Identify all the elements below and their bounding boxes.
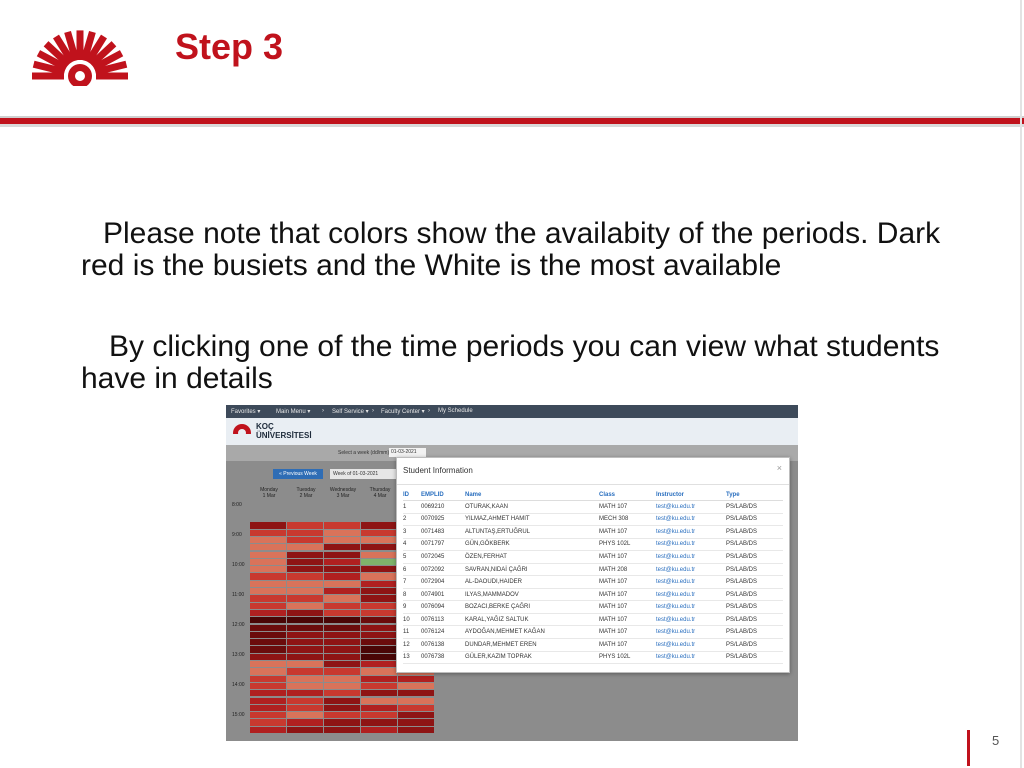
schedule-period-cell[interactable] [287, 566, 323, 572]
cell-name: AL-DAOUDI,HAIDER [465, 576, 599, 589]
schedule-period-cell[interactable] [250, 646, 286, 652]
cell-emplid: 0072092 [421, 563, 465, 576]
schedule-period-cell[interactable] [250, 668, 286, 674]
table-row [403, 501, 783, 514]
student-table [403, 489, 783, 664]
cell-instructor[interactable]: test@ku.edu.tr [656, 626, 726, 639]
schedule-period-cell[interactable] [287, 603, 323, 609]
schedule-period-cell[interactable] [250, 698, 286, 704]
cell-type: PS/LAB/DS [726, 576, 783, 589]
koc-mini-logo-icon [230, 421, 254, 443]
menu-faculty-center[interactable]: Faculty Center ▾ [381, 409, 425, 415]
week-of-label: Week of 01-03-2021 [330, 469, 399, 479]
schedule-period-cell[interactable] [250, 537, 286, 543]
cell-name: SAVRAN,NIDAİ ÇAĞRI [465, 563, 599, 576]
cell-emplid: 0072045 [421, 551, 465, 564]
schedule-period-cell[interactable] [250, 632, 286, 638]
cell-class: MATH 107 [599, 576, 656, 589]
menu-separator: › [428, 408, 430, 414]
week-select-label: Select a week (dd/mm) [338, 450, 390, 456]
time-label: 8:00 [232, 502, 242, 508]
cell-name: BOZACI,BERKE ÇAĞRI [465, 601, 599, 614]
schedule-period-cell[interactable] [361, 610, 397, 616]
table-row [403, 538, 783, 551]
cell-id: 9 [403, 601, 421, 614]
cell-emplid: 0071483 [421, 526, 465, 539]
menu-self-service[interactable]: Self Service ▾ [332, 409, 369, 415]
week-date-input[interactable]: 01-03-2021 [389, 448, 426, 457]
schedule-period-cell[interactable] [324, 632, 360, 638]
cell-type: PS/LAB/DS [726, 626, 783, 639]
schedule-period-cell[interactable] [324, 573, 360, 579]
cell-emplid: 0070925 [421, 513, 465, 526]
cell-id: 6 [403, 563, 421, 576]
schedule-period-cell[interactable] [361, 705, 397, 711]
cell-class: MATH 107 [599, 613, 656, 626]
schedule-period-cell[interactable] [361, 646, 397, 652]
cell-name: ILYAS,MAMMADOV [465, 588, 599, 601]
schedule-period-cell[interactable] [361, 537, 397, 543]
cell-emplid: 0071797 [421, 538, 465, 551]
schedule-period-cell[interactable] [324, 654, 360, 660]
page-number: 5 [992, 733, 1000, 748]
schedule-period-cell[interactable] [361, 515, 397, 521]
schedule-period-cell[interactable] [324, 639, 360, 645]
koc-university-logo-icon [26, 14, 134, 106]
schedule-period-cell[interactable] [250, 683, 286, 689]
schedule-period-cell[interactable] [287, 595, 323, 601]
page-number-accent-bar [967, 730, 970, 766]
schedule-period-cell[interactable] [324, 617, 360, 623]
schedule-period-cell[interactable] [361, 566, 397, 572]
schedule-period-cell[interactable] [250, 530, 286, 536]
day-header-tuesday: Tuesday 2 Mar [296, 487, 316, 499]
cell-emplid: 0076138 [421, 639, 465, 652]
schedule-period-cell[interactable] [324, 566, 360, 572]
schedule-period-cell[interactable] [250, 515, 286, 521]
schedule-period-cell[interactable] [324, 515, 360, 521]
schedule-period-cell[interactable] [287, 719, 323, 725]
cell-id: 4 [403, 538, 421, 551]
cell-class: MATH 208 [599, 563, 656, 576]
body-paragraph-colors: Please note that colors show the availabity of the periods. Dark red is the busiets and the White is the most available [81, 217, 941, 282]
cell-id: 3 [403, 526, 421, 539]
column-header-class[interactable]: Class [599, 489, 656, 501]
cell-emplid: 0076124 [421, 626, 465, 639]
schedule-period-cell[interactable] [398, 683, 434, 689]
day-header-wednesday: Wednesday 3 Mar [329, 487, 357, 499]
schedule-period-cell[interactable] [324, 698, 360, 704]
schedule-period-cell[interactable] [250, 544, 286, 550]
cell-type: PS/LAB/DS [726, 613, 783, 626]
schedule-period-cell[interactable] [361, 522, 397, 528]
table-header-row [403, 489, 783, 501]
cell-id: 8 [403, 588, 421, 601]
cell-type: PS/LAB/DS [726, 551, 783, 564]
cell-emplid: 0076094 [421, 601, 465, 614]
cell-id: 5 [403, 551, 421, 564]
schedule-period-cell[interactable] [250, 661, 286, 667]
schedule-period-cell[interactable] [324, 625, 360, 631]
day-header-thursday: Thursday 4 Mar [369, 487, 391, 499]
menu-separator: › [372, 408, 374, 414]
app-menu-bar [226, 405, 798, 418]
schedule-period-cell[interactable] [250, 573, 286, 579]
schedule-period-cell[interactable] [361, 639, 397, 645]
cell-class: MATH 107 [599, 588, 656, 601]
schedule-period-cell[interactable] [250, 559, 286, 565]
cell-type: PS/LAB/DS [726, 538, 783, 551]
schedule-period-cell[interactable] [250, 654, 286, 660]
cell-type: PS/LAB/DS [726, 601, 783, 614]
schedule-period-cell[interactable] [324, 690, 360, 696]
cell-type: PS/LAB/DS [726, 651, 783, 664]
slide-right-border [1020, 0, 1022, 768]
cell-type: PS/LAB/DS [726, 588, 783, 601]
schedule-period-cell[interactable] [324, 712, 360, 718]
cell-id: 10 [403, 613, 421, 626]
schedule-period-cell[interactable] [250, 595, 286, 601]
time-label: 15:00 [232, 712, 245, 718]
cell-class: MATH 107 [599, 526, 656, 539]
table-row [403, 576, 783, 589]
table-row [403, 513, 783, 526]
schedule-period-cell[interactable] [250, 690, 286, 696]
schedule-period-cell[interactable] [250, 705, 286, 711]
schedule-period-cell[interactable] [287, 515, 323, 521]
cell-name: ÖZEN,FERHAT [465, 551, 599, 564]
schedule-period-cell[interactable] [361, 544, 397, 550]
schedule-period-cell[interactable] [250, 603, 286, 609]
column-header-id[interactable]: ID [403, 489, 421, 501]
schedule-period-cell[interactable] [287, 646, 323, 652]
cell-emplid: 0076738 [421, 651, 465, 664]
schedule-period-cell[interactable] [250, 610, 286, 616]
schedule-period-cell[interactable] [287, 661, 323, 667]
menu-main-menu[interactable]: Main Menu ▾ [276, 409, 311, 415]
schedule-period-cell[interactable] [361, 632, 397, 638]
cell-emplid: 0076113 [421, 613, 465, 626]
schedule-period-cell[interactable] [324, 559, 360, 565]
table-row [403, 588, 783, 601]
cell-id: 2 [403, 513, 421, 526]
schedule-period-cell[interactable] [324, 522, 360, 528]
schedule-period-cell[interactable] [287, 610, 323, 616]
schedule-period-cell[interactable] [398, 705, 434, 711]
schedule-period-cell[interactable] [324, 668, 360, 674]
cell-class: MATH 107 [599, 639, 656, 652]
schedule-period-cell[interactable] [324, 719, 360, 725]
schedule-period-cell[interactable] [324, 603, 360, 609]
cell-type: PS/LAB/DS [726, 513, 783, 526]
cell-instructor[interactable]: test@ku.edu.tr [656, 576, 726, 589]
schedule-period-cell[interactable] [287, 639, 323, 645]
schedule-period-cell[interactable] [398, 698, 434, 704]
cell-name: AYDOĞAN,MEHMET KAĞAN [465, 626, 599, 639]
app-brand-name: KOÇ ÜNİVERSİTESİ [256, 422, 312, 440]
schedule-period-cell[interactable] [398, 727, 434, 733]
schedule-period-cell[interactable] [287, 544, 323, 550]
cell-emplid: 0074901 [421, 588, 465, 601]
schedule-period-cell[interactable] [361, 530, 397, 536]
cell-class: MECH 308 [599, 513, 656, 526]
schedule-period-cell[interactable] [324, 595, 360, 601]
column-header-name[interactable]: Name [465, 489, 599, 501]
schedule-period-cell[interactable] [250, 719, 286, 725]
schedule-period-cell[interactable] [324, 581, 360, 587]
schedule-period-cell[interactable] [361, 559, 397, 565]
schedule-period-cell[interactable] [361, 727, 397, 733]
cell-id: 12 [403, 639, 421, 652]
cell-name: GÜN,GÖKBERK [465, 538, 599, 551]
day-header-monday: Monday 1 Mar [260, 487, 278, 499]
schedule-period-cell[interactable] [287, 683, 323, 689]
cell-type: PS/LAB/DS [726, 526, 783, 539]
cell-class: MATH 107 [599, 551, 656, 564]
schedule-period-cell[interactable] [287, 573, 323, 579]
schedule-period-cell[interactable] [287, 617, 323, 623]
menu-my-schedule[interactable]: My Schedule [438, 408, 473, 414]
cell-instructor[interactable]: test@ku.edu.tr [656, 501, 726, 514]
schedule-period-cell[interactable] [250, 676, 286, 682]
schedule-period-cell[interactable] [287, 668, 323, 674]
cell-class: MATH 107 [599, 601, 656, 614]
time-label: 14:00 [232, 682, 245, 688]
cell-name: DUNDAR,MEHMET EREN [465, 639, 599, 652]
schedule-period-cell[interactable] [250, 727, 286, 733]
schedule-period-cell[interactable] [361, 668, 397, 674]
table-row [403, 626, 783, 639]
slide-title: Step 3 [175, 26, 284, 67]
schedule-period-cell[interactable] [324, 544, 360, 550]
schedule-period-cell[interactable] [361, 698, 397, 704]
schedule-period-cell[interactable] [361, 552, 397, 558]
schedule-period-cell[interactable] [361, 595, 397, 601]
schedule-period-cell[interactable] [250, 522, 286, 528]
cell-type: PS/LAB/DS [726, 639, 783, 652]
schedule-period-cell[interactable] [287, 705, 323, 711]
body-paragraph-clicking: By clicking one of the time periods you can view what students have in details [81, 330, 940, 395]
schedule-period-cell[interactable] [287, 690, 323, 696]
time-label: 9:00 [232, 532, 242, 538]
cell-class: MATH 107 [599, 626, 656, 639]
schedule-period-cell[interactable] [361, 661, 397, 667]
schedule-period-cell[interactable] [324, 552, 360, 558]
schedule-period-cell[interactable] [287, 552, 323, 558]
schedule-period-cell[interactable] [250, 712, 286, 718]
cell-id: 11 [403, 626, 421, 639]
schedule-period-cell[interactable] [287, 588, 323, 594]
time-label: 12:00 [232, 622, 245, 628]
schedule-period-cell[interactable] [287, 632, 323, 638]
schedule-period-cell[interactable] [324, 537, 360, 543]
cell-instructor[interactable]: test@ku.edu.tr [656, 601, 726, 614]
schedule-period-cell[interactable] [287, 712, 323, 718]
cell-class: MATH 107 [599, 501, 656, 514]
table-row [403, 563, 783, 576]
cell-name: OTURAK,KAAN [465, 501, 599, 514]
cell-id: 7 [403, 576, 421, 589]
schedule-period-cell[interactable] [324, 727, 360, 733]
menu-separator: › [322, 408, 324, 414]
cell-instructor[interactable]: test@ku.edu.tr [656, 651, 726, 664]
close-icon[interactable]: × [776, 463, 782, 473]
schedule-period-cell[interactable] [250, 617, 286, 623]
schedule-period-cell[interactable] [287, 559, 323, 565]
schedule-period-cell[interactable] [361, 712, 397, 718]
cell-instructor[interactable]: test@ku.edu.tr [656, 613, 726, 626]
cell-instructor[interactable]: test@ku.edu.tr [656, 639, 726, 652]
column-header-emplid[interactable]: EMPLID [421, 489, 465, 501]
app-brand-bar [226, 418, 798, 445]
schedule-period-cell[interactable] [398, 712, 434, 718]
schedule-period-cell[interactable] [250, 588, 286, 594]
schedule-period-cell[interactable] [250, 552, 286, 558]
schedule-period-cell[interactable] [361, 573, 397, 579]
menu-favorites[interactable]: Favorites ▾ [231, 409, 261, 415]
schedule-period-cell[interactable] [398, 719, 434, 725]
schedule-period-cell[interactable] [250, 639, 286, 645]
schedule-period-cell[interactable] [287, 698, 323, 704]
schedule-period-cell[interactable] [361, 683, 397, 689]
table-row [403, 639, 783, 652]
cell-instructor[interactable]: test@ku.edu.tr [656, 538, 726, 551]
schedule-period-cell[interactable] [361, 588, 397, 594]
cell-id: 1 [403, 501, 421, 514]
table-row [403, 651, 783, 664]
cell-name: YILMAZ,AHMET HAMIT [465, 513, 599, 526]
cell-id: 13 [403, 651, 421, 664]
modal-title: Student Information [403, 466, 473, 475]
cell-instructor[interactable]: test@ku.edu.tr [656, 551, 726, 564]
schedule-period-cell[interactable] [398, 676, 434, 682]
student-information-modal [396, 457, 790, 673]
schedule-period-cell[interactable] [361, 581, 397, 587]
cell-name: KARAL,YAĞIZ SALTUK [465, 613, 599, 626]
column-header-instructor[interactable]: Instructor [656, 489, 726, 501]
schedule-period-cell[interactable] [361, 719, 397, 725]
table-row [403, 551, 783, 564]
schedule-period-cell[interactable] [361, 676, 397, 682]
cell-emplid: 0072904 [421, 576, 465, 589]
schedule-period-cell[interactable] [250, 625, 286, 631]
schedule-period-cell[interactable] [361, 617, 397, 623]
table-row [403, 613, 783, 626]
schedule-period-cell[interactable] [324, 610, 360, 616]
cell-instructor[interactable]: test@ku.edu.tr [656, 513, 726, 526]
schedule-period-cell[interactable] [287, 654, 323, 660]
schedule-period-cell[interactable] [287, 522, 323, 528]
table-row [403, 601, 783, 614]
schedule-period-cell[interactable] [287, 530, 323, 536]
schedule-period-cell[interactable] [287, 581, 323, 587]
modal-divider [397, 484, 789, 485]
cell-instructor[interactable]: test@ku.edu.tr [656, 588, 726, 601]
schedule-period-cell[interactable] [324, 588, 360, 594]
header-divider-bottom [0, 124, 1024, 127]
cell-name: ALTUNTAŞ,ERTUĞRUL [465, 526, 599, 539]
schedule-period-cell[interactable] [287, 676, 323, 682]
cell-class: PHYS 102L [599, 651, 656, 664]
schedule-period-cell[interactable] [324, 661, 360, 667]
cell-instructor[interactable]: test@ku.edu.tr [656, 563, 726, 576]
schedule-period-cell[interactable] [287, 537, 323, 543]
cell-type: PS/LAB/DS [726, 501, 783, 514]
cell-emplid: 0069210 [421, 501, 465, 514]
schedule-period-cell[interactable] [324, 676, 360, 682]
column-header-type[interactable]: Type [726, 489, 783, 501]
schedule-period-cell[interactable] [287, 727, 323, 733]
schedule-period-cell[interactable] [361, 654, 397, 660]
schedule-period-cell[interactable] [324, 683, 360, 689]
schedule-period-cell[interactable] [324, 646, 360, 652]
time-label: 10:00 [232, 562, 245, 568]
cell-instructor[interactable]: test@ku.edu.tr [656, 526, 726, 539]
schedule-period-cell[interactable] [361, 603, 397, 609]
time-label: 13:00 [232, 652, 245, 658]
schedule-period-cell[interactable] [398, 690, 434, 696]
time-label: 11:00 [232, 592, 245, 598]
schedule-period-cell[interactable] [324, 530, 360, 536]
schedule-period-cell[interactable] [361, 690, 397, 696]
schedule-period-cell[interactable] [287, 625, 323, 631]
schedule-period-cell[interactable] [250, 581, 286, 587]
previous-week-button[interactable]: « Previous Week [273, 469, 323, 479]
cell-type: PS/LAB/DS [726, 563, 783, 576]
schedule-period-cell[interactable] [250, 566, 286, 572]
table-row [403, 526, 783, 539]
schedule-period-cell[interactable] [324, 705, 360, 711]
schedule-period-cell[interactable] [361, 625, 397, 631]
cell-name: GÜLER,KAZIM TOPRAK [465, 651, 599, 664]
cell-class: PHYS 102L [599, 538, 656, 551]
